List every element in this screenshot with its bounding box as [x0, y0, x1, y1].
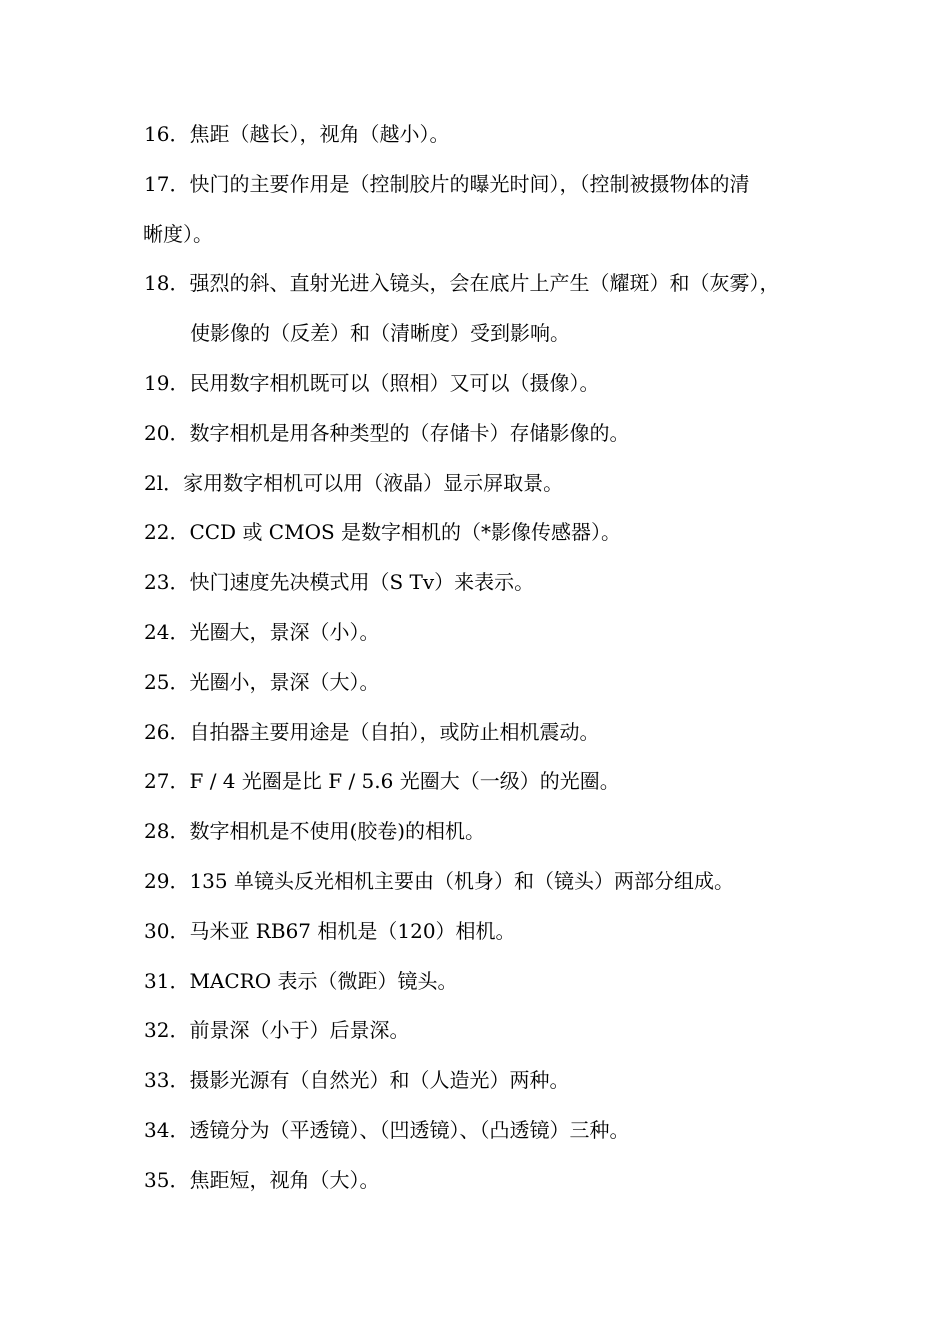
- list-item: [144, 1006, 824, 1056]
- item-number: 20．: [144, 420, 190, 445]
- item-text: 自拍器主要用途是（自拍），或防止相机震动。: [189, 719, 600, 744]
- list-item: [144, 508, 824, 558]
- list-item: [144, 110, 824, 160]
- item-text: 焦距（越长），视角（越小）。: [189, 122, 450, 146]
- item-number: 17．: [144, 171, 190, 196]
- item-number: 24．: [144, 619, 190, 644]
- list-item: [144, 857, 824, 907]
- list-item: [144, 160, 824, 210]
- item-number: 26．: [144, 719, 190, 744]
- item-number: 31．: [144, 968, 190, 993]
- item-number: 2l．: [144, 470, 184, 495]
- item-number: 25．: [144, 669, 190, 694]
- item-text: 光圈小，景深（大）。: [189, 669, 380, 694]
- item-text: 晰度）。: [143, 221, 213, 246]
- item-text: 前景深（小于）后景深。: [189, 1018, 410, 1043]
- list-item: [144, 957, 824, 1007]
- item-text: 数字相机是不使用(胶卷)的相机。: [189, 819, 486, 844]
- item-text: 焦距短，视角（大）。: [189, 1167, 380, 1192]
- list-item-continuation: [143, 210, 824, 260]
- list-item: [144, 259, 824, 309]
- item-text: 快门的主要作用是（控制胶片的曝光时间），（控制被摄物体的清: [189, 171, 750, 196]
- item-number: 16．: [144, 122, 190, 146]
- item-text: 强烈的斜、直射光进入镜头，会在底片上产生（耀斑）和（灰雾），: [189, 271, 780, 296]
- list-item: [144, 807, 824, 857]
- list-item: [144, 459, 824, 509]
- item-number: 23．: [144, 570, 190, 595]
- list-item: [144, 1156, 824, 1206]
- item-text: 透镜分为（平透镜）、（凹透镜）、（凸透镜）三种。: [189, 1117, 630, 1142]
- item-text: 使影像的（反差）和（清晰度）受到影响。: [190, 321, 570, 346]
- list-item: [144, 1106, 824, 1156]
- item-text: 民用数字相机既可以（照相）又可以（摄像）。: [189, 370, 600, 395]
- item-text: 光圈大，景深（小）。: [189, 619, 380, 644]
- list-item: [144, 1056, 824, 1106]
- list-item: [144, 757, 824, 807]
- item-text: 数字相机是用各种类型的（存储卡）存储影像的。: [189, 420, 630, 445]
- item-number: 33．: [144, 1068, 190, 1093]
- item-number: 27．: [144, 769, 190, 794]
- item-number: 34．: [144, 1117, 190, 1142]
- list-item: [144, 708, 824, 758]
- list-item-continuation: [144, 309, 824, 359]
- list-item: [144, 658, 824, 708]
- item-number: 30．: [144, 918, 190, 943]
- question-list: [144, 110, 824, 1206]
- list-item: [144, 907, 824, 957]
- item-number: 28．: [144, 819, 190, 844]
- item-number: 22．: [144, 520, 190, 545]
- list-item: [144, 359, 824, 409]
- list-item: [144, 558, 824, 608]
- list-item: [144, 409, 824, 459]
- item-number: 29．: [144, 868, 190, 893]
- item-text: F / 4 光圈是比 F / 5.6 光圈大（一级）的光圈。: [189, 769, 620, 794]
- item-number: 32．: [144, 1018, 190, 1043]
- item-text: MACRO 表示（微距）镜头。: [189, 968, 458, 993]
- item-text: 家用数字相机可以用（液晶）显示屏取景。: [183, 470, 564, 495]
- item-number: 19．: [144, 370, 190, 395]
- item-text: 摄影光源有（自然光）和（人造光）两种。: [189, 1068, 570, 1093]
- item-text: CCD 或 CMOS 是数字相机的（*影像传感器）。: [189, 520, 622, 545]
- item-text: 马米亚 RB67 相机是（120）相机。: [189, 918, 516, 943]
- list-item: [144, 608, 824, 658]
- item-number: 18．: [144, 271, 190, 296]
- item-text: 快门速度先决模式用（S Tv）来表示。: [189, 570, 535, 595]
- item-text: 135 单镜头反光相机主要由（机身）和（镜头）两部分组成。: [189, 868, 734, 893]
- item-number: 35．: [144, 1167, 190, 1192]
